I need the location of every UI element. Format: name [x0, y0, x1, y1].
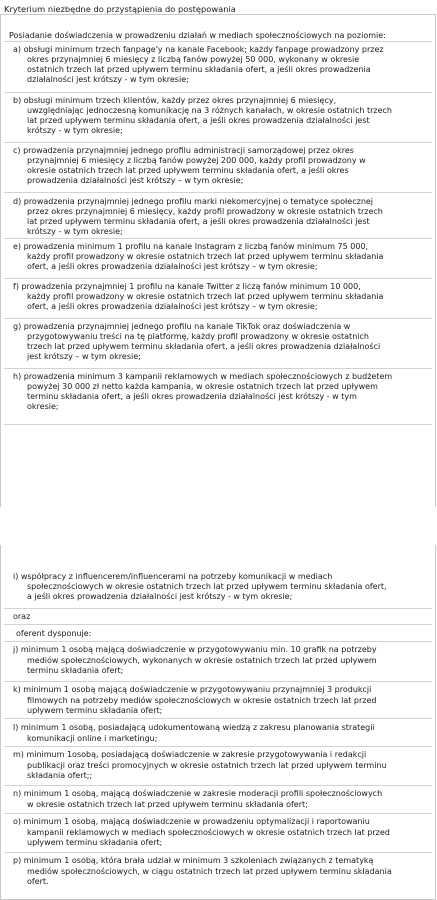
divider	[4, 92, 432, 93]
criterion-h-line: h) prowadzenia minimum 3 kampanii reklamowych w mediach społecznościowych z budżetem	[13, 372, 393, 381]
criterion-c-line: c) prowadzenia przynajmniej jednego profilu administracji samorządowej przez okres	[13, 146, 354, 155]
criterion-g-line: trzech lat przed upływem terminu składania ofert, a jeśli okres prowadzenia działalności	[27, 342, 381, 351]
divider	[4, 641, 432, 642]
criterion-j-line: mediów społecznościowych, wykonanych w okresie ostatnich trzech lat przed upływem	[27, 655, 377, 665]
criterion-i-line: i) współpracy z influencerem/influencerami na potrzeby komunikacji w mediach	[13, 572, 333, 581]
divider	[4, 238, 432, 239]
criterion-h-line: terminu składania ofert, a jeśli okres prowadzenia działalności jest krótszy - w tym	[27, 392, 357, 401]
divider	[4, 624, 432, 625]
criterion-m-line: publikacji oraz treści promocyjnych w okresie ostatnich trzech lat przed upływem terminu	[27, 760, 387, 770]
criterion-e-line: ofert, a jeśli okres prowadzenia działalności jest krótszy – w tym okresie;	[27, 262, 318, 271]
divider	[4, 192, 432, 193]
intro-text: Posiadanie doświadczenia w prowadzeniu działań w mediach społecznościowych na poziomie:	[9, 31, 386, 40]
divider	[4, 852, 432, 853]
criterion-j-line: terminu składania ofert;	[27, 666, 124, 675]
divider	[4, 424, 432, 425]
criterion-k-line: filmowych na potrzeby mediów społecznościowych w okresie ostatnich trzech lat przed	[27, 695, 377, 705]
divider	[4, 278, 432, 279]
oraz-text: oraz	[13, 612, 31, 621]
criterion-h-line: powyżej 30 000 zł netto każda kampania, w okresie ostatnich trzech lat przed upływem	[27, 382, 378, 391]
criterion-p-line: p) minimum 1 osobą, która brała udział w minimum 3 szkoleniach związanych z tematyką	[13, 856, 374, 865]
criterion-p-line: ofert.	[27, 877, 49, 886]
divider	[4, 368, 432, 369]
criterion-a-line: a) obsługi minimum trzech fanpage'y na kanale Facebook; każdy fanpage prowadzony przez	[13, 45, 384, 54]
criterion-d-line: przez okres przynajmniej 6 miesięcy, każdy profil prowadzony w okresie ostatnich trzech	[27, 207, 383, 216]
criterion-i-line: społecznościowych w okresie ostatnich trzech lat przed upływem terminu składania ofert,	[27, 582, 387, 591]
criterion-n-line: n) minimum 1 osobą, mającą doświadczenie w zakresie moderacji profili społecznościowych	[13, 789, 383, 798]
criterion-c-line: okresie ostatnich trzech lat przed upływem terminu składania ofert, a jeśli okres	[27, 166, 349, 175]
criterion-d-line: lat przed upływem terminu składania ofert, a jeśli okres prowadzenia działalności jest	[27, 217, 370, 226]
criterion-a-line: ostatnich trzech lat przed upływem terminu składania ofert, a jeśli okres prowadzenia	[27, 65, 371, 74]
criterion-g-line: przygotowywaniu treści na tę platformę, każdy profil prowadzony w okresie ostatnich	[27, 332, 369, 341]
criterion-c-line: prowadzenia działalności jest krótszy – w tym okresie;	[27, 176, 244, 185]
criterion-n-line: w okresie ostatnich trzech lat przed upływem terminu składania ofert;	[27, 799, 308, 809]
criterion-o-line: upływem terminu składania ofert;	[27, 838, 163, 847]
criterion-l-line: komunikacji online i marketingu;	[27, 733, 158, 743]
criterion-i-line: a jeśli okres prowadzenia działalności jest krótszy - w tym okresie;	[27, 592, 293, 601]
criterion-c-line: przynajmniej 6 miesięcy z liczbą fanów powyżej 200 000, każdy profil prowadzony w	[27, 156, 366, 165]
criterion-a-line: działalności jest krótszy - w tym okresie;	[27, 75, 189, 84]
criterion-f-line: każdy profil prowadzony w okresie ostatnich trzech lat przed upływem terminu składania	[27, 292, 384, 301]
divider	[4, 718, 432, 719]
criterion-l-line: l) minimum 1 osobą, posiadającą udokumentowaną wiedzą z zakresu planowania strategii	[13, 723, 375, 732]
document-title: Kryterium niezbędne do przystąpienia do postępowania	[4, 4, 236, 14]
divider	[4, 681, 432, 682]
criterion-p-line: mediów społecznościowych, w ciągu ostatnich trzech lat przed upływem terminu składania	[27, 866, 392, 876]
criterion-b-line: lat przed upływem terminu składania ofert, a jeśli okres prowadzenia działalności jest	[27, 116, 370, 125]
criterion-m-line: składania ofert;;	[27, 771, 93, 780]
criterion-a-line: okres przynajmniej 6 miesięcy z liczbą fanów powyżej 50 000, wykonany w okresie	[27, 55, 360, 64]
criterion-d-line: krótszy - w tym okresie;	[27, 227, 123, 236]
criterion-m-line: m) minimum 1osobą, posiadającą doświadczenie w zakresie przygotowywania i redakcji	[13, 750, 367, 759]
criterion-f-line: ofert, a jeśli okres prowadzenia działalności jest krótszy – w tym okresie;	[27, 302, 318, 311]
oferent-text: oferent dysponuje:	[16, 629, 92, 638]
criterion-f-line: f) prowadzenia przynajmniej 1 profilu na kanale Twitter z liczą fanów minimum 10 000,	[13, 282, 361, 291]
divider	[4, 142, 432, 143]
divider	[4, 813, 432, 814]
criterion-e-line: e) prowadzenia minimum 1 profilu na kanale Instagram z liczbą fanów minimum 75 000,	[13, 242, 369, 251]
criterion-g-line: jest krótszy – w tym okresie;	[27, 352, 141, 361]
divider	[4, 785, 432, 786]
criterion-g-line: g) prowadzenia przynajmniej jednego profilu na kanale TikTok oraz doświadczenia w	[13, 322, 351, 331]
criterion-o-line: o) minimum 1 osobą, mającą doświadczenie w prowadzeniu optymalizacji i raportowaniu	[13, 817, 370, 826]
criterion-e-line: każdy profil prowadzony w okresie ostatnich trzech lat przed upływem terminu składania	[27, 252, 384, 261]
divider	[4, 746, 432, 747]
criterion-d-line: d) prowadzenia przynajmniej jednego profilu marki niekomercyjnej o tematyce społecznej	[13, 197, 374, 206]
criterion-j-line: j) minimum 1 osobą mającą doświadczenie w przygotowywaniu min. 10 grafik na potrzeby	[13, 645, 377, 654]
divider	[4, 608, 432, 609]
criterion-k-line: k) minimum 1 osobą mającą doświadczenie w przygotowywaniu przynajmniej 3 produkcji	[13, 685, 372, 694]
criterion-o-line: kampanii reklamowych w mediach społecznościowych w okresie ostatnich trzech lat przed	[27, 827, 390, 837]
divider	[4, 318, 432, 319]
criterion-b-line: uwzględniając jednoczesną komunikację na 3 różnych kanałach, w okresie ostatnich trzech	[27, 106, 392, 115]
divider	[4, 41, 432, 42]
criterion-b-line: b) obsługi minimum trzech klientów, każdy przez okres przynajmniej 6 miesięcy,	[13, 96, 337, 105]
criterion-k-line: upływem terminu składania ofert;	[27, 706, 163, 715]
criterion-h-line: okresie;	[27, 402, 59, 411]
criterion-b-line: krótszy - w tym okresie;	[27, 126, 123, 135]
